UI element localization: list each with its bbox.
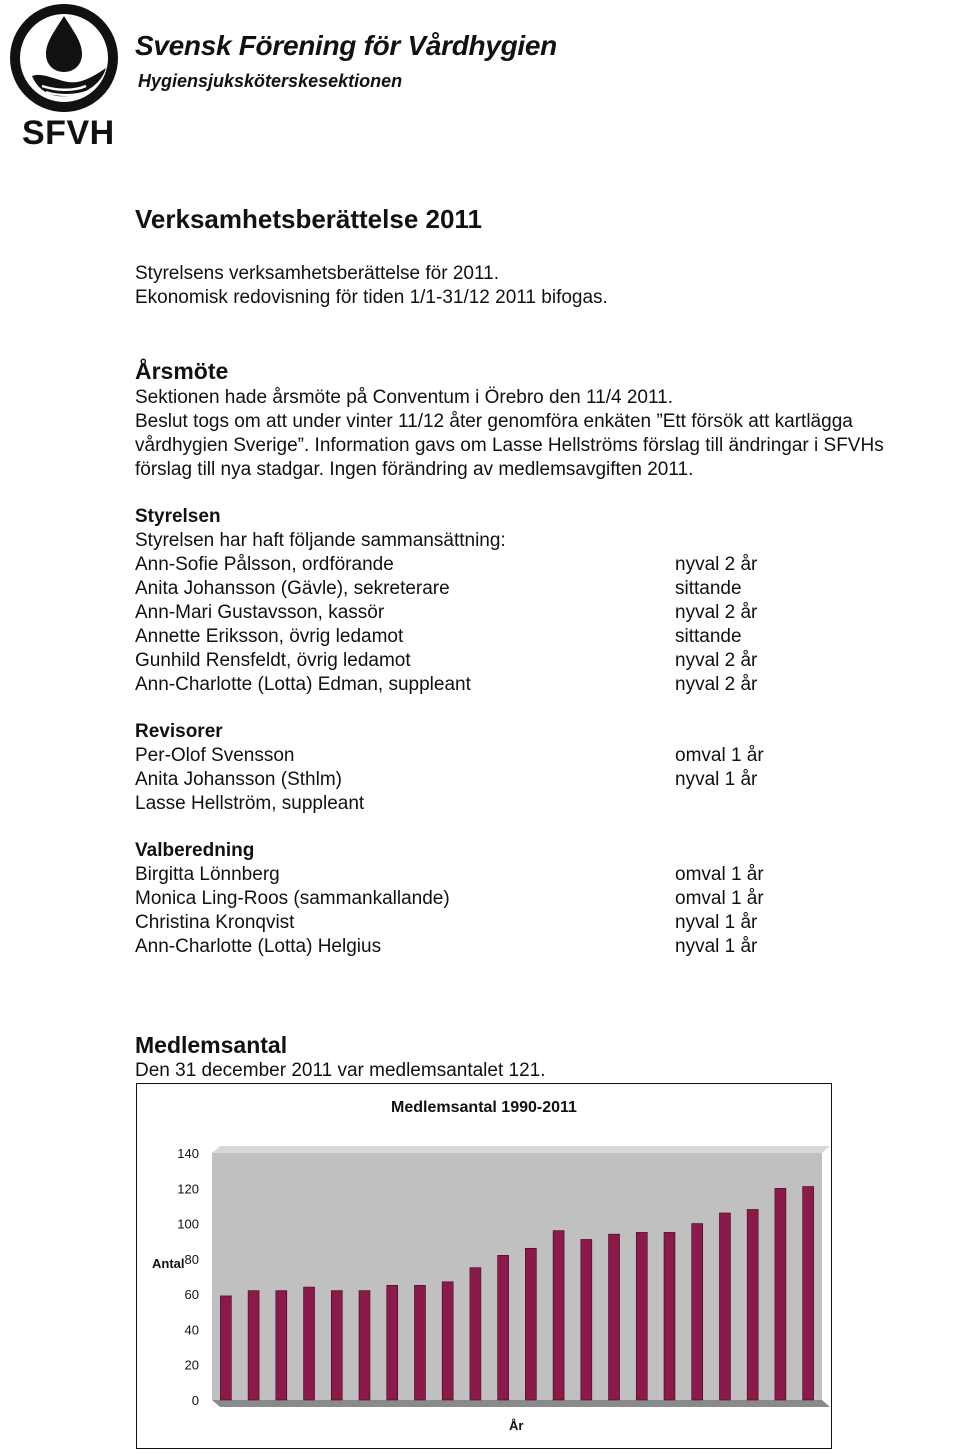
member-name: Christina Kronqvist	[135, 912, 295, 933]
bar	[747, 1209, 758, 1400]
member-name: Gunhild Rensfeldt, övrig ledamot	[135, 650, 411, 671]
member-name: Per-Olof Svensson	[135, 745, 295, 766]
y-tick-label: 0	[191, 1393, 199, 1408]
bar	[414, 1285, 425, 1400]
member-status: omval 1 år	[675, 745, 764, 766]
member-name: Annette Eriksson, övrig ledamot	[135, 626, 404, 647]
plot-area-floor	[212, 1400, 830, 1407]
x-axis-label: År	[509, 1418, 524, 1433]
logo-abbreviation: SFVH	[22, 114, 115, 152]
member-status: nyval 2 år	[675, 674, 758, 695]
member-status: sittande	[675, 626, 742, 647]
member-name: Monica Ling-Roos (sammankallande)	[135, 888, 450, 909]
valberedning-heading: Valberedning	[135, 840, 255, 861]
bar	[359, 1291, 370, 1400]
medlemsantal-text: Den 31 december 2011 var medlemsantalet 121.	[135, 1060, 546, 1081]
bar	[775, 1188, 786, 1400]
member-name: Anita Johansson (Sthlm)	[135, 769, 342, 790]
bar	[664, 1232, 675, 1400]
y-axis-label: Antal	[152, 1256, 185, 1271]
member-status: nyval 2 år	[675, 554, 758, 575]
styrelsen-intro: Styrelsen har haft följande sammansättning:	[135, 530, 506, 551]
y-tick-label: 120	[177, 1181, 199, 1197]
member-name: Anita Johansson (Gävle), sekreterare	[135, 578, 450, 599]
org-name: Svensk Förening för Vårdhygien	[135, 30, 557, 61]
bar	[498, 1255, 509, 1400]
org-subtitle: Hygiensjuksköterskesektionen	[138, 71, 403, 91]
bar	[553, 1231, 564, 1400]
bar	[581, 1239, 592, 1400]
member-status: nyval 1 år	[675, 936, 758, 957]
bar	[331, 1291, 342, 1400]
y-tick-label: 100	[177, 1216, 199, 1232]
member-name: Lasse Hellström, suppleant	[135, 793, 365, 814]
member-status: nyval 2 år	[675, 602, 758, 623]
arsmote-heading: Årsmöte	[135, 358, 229, 384]
bar	[803, 1187, 814, 1400]
bar	[387, 1285, 398, 1400]
member-name: Ann-Mari Gustavsson, kassör	[135, 602, 385, 623]
y-tick-label: 80	[184, 1251, 199, 1267]
member-name: Ann-Charlotte (Lotta) Edman, suppleant	[135, 674, 471, 695]
arsmote-line: Beslut togs om att under vinter 11/12 åter genomföra enkäten ”Ett försök att kartlägga	[135, 411, 853, 432]
member-status: omval 1 år	[675, 864, 764, 885]
bar	[276, 1291, 287, 1400]
arsmote-line: vårdhygien Sverige”. Information gavs om Lasse Hellströms förslag till ändringar i SFVHs	[135, 435, 884, 456]
y-tick-label: 40	[184, 1322, 199, 1338]
arsmote-line: Sektionen hade årsmöte på Conventum i Örebro den 11/4 2011.	[135, 387, 673, 408]
bar	[719, 1213, 730, 1400]
member-status: nyval 2 år	[675, 650, 758, 671]
chart-title: Medlemsantal 1990-2011	[391, 1099, 577, 1116]
plot-area-top	[212, 1146, 830, 1153]
bar	[525, 1248, 536, 1400]
intro-line: Styrelsens verksamhetsberättelse för 2011.	[135, 263, 499, 284]
y-tick-label: 140	[177, 1146, 199, 1161]
arsmote-line: förslag till nya stadgar. Ingen förändring av medlemsavgiften 2011.	[135, 459, 694, 480]
bar	[248, 1291, 259, 1400]
intro-line: Ekonomisk redovisning för tiden 1/1-31/12 2011 bifogas.	[135, 287, 608, 308]
bar	[692, 1224, 703, 1400]
document-title: Verksamhetsberättelse 2011	[135, 204, 482, 234]
bar	[304, 1287, 315, 1400]
member-status: sittande	[675, 578, 742, 599]
member-status: omval 1 år	[675, 888, 764, 909]
bar	[220, 1296, 231, 1400]
medlemsantal-heading: Medlemsantal	[135, 1032, 288, 1058]
member-name: Birgitta Lönnberg	[135, 864, 280, 885]
member-name: Ann-Sofie Pålsson, ordförande	[135, 554, 394, 575]
bar	[442, 1282, 453, 1400]
styrelsen-heading: Styrelsen	[135, 506, 221, 527]
revisorer-heading: Revisorer	[135, 721, 223, 742]
bar	[609, 1234, 620, 1400]
y-tick-label: 20	[184, 1357, 199, 1373]
y-tick-label: 60	[184, 1287, 199, 1303]
member-name: Ann-Charlotte (Lotta) Helgius	[135, 936, 382, 957]
bar	[636, 1232, 647, 1400]
member-status: nyval 1 år	[675, 912, 758, 933]
bar	[470, 1268, 481, 1400]
member-status: nyval 1 år	[675, 769, 758, 790]
